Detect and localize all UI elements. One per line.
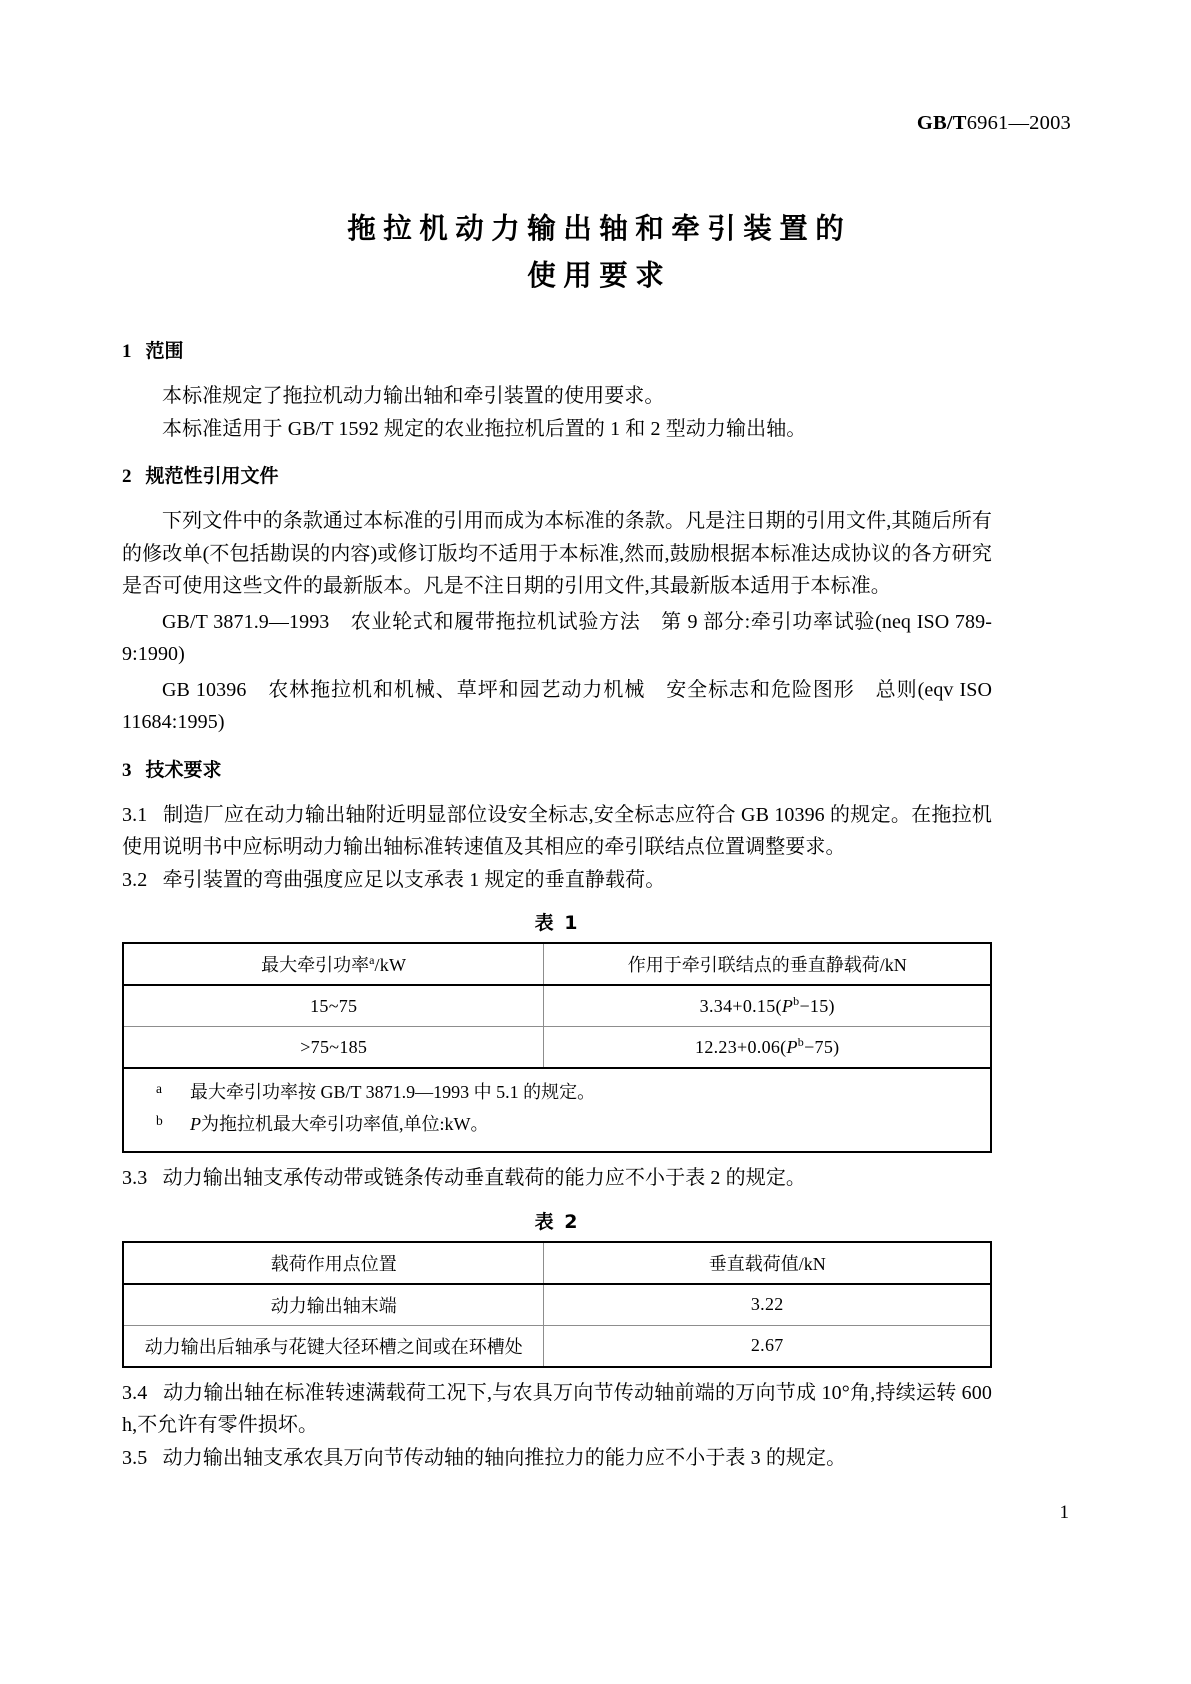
table-row <box>123 985 991 1027</box>
table-1-note-a <box>124 1077 990 1109</box>
table-2-header-position: 载荷作用点位置 <box>123 1242 544 1284</box>
page-number: 1 <box>1059 1502 1069 1523</box>
table-1-header-col1-main: 最大牵引功率 <box>261 955 370 975</box>
clause-3-3-text: 动力输出轴支承传动带或链条传动垂直载荷的能力应不小于表 2 的规定。 <box>162 1167 807 1189</box>
clause-3-5-number: 3.5 <box>122 1446 148 1469</box>
table-1-header-col1-unit: /kW <box>374 955 407 975</box>
table-row <box>123 1027 991 1069</box>
table-2-header-load-value: 垂直载荷值/kN <box>544 1242 991 1284</box>
standard-number: 6961—2003 <box>966 112 1071 134</box>
title-line-1: 拖拉机动力输出轴和牵引装置的 <box>347 212 852 245</box>
page-title <box>0 205 1191 299</box>
table-2 <box>122 1241 992 1368</box>
table-2-row-2-position: 动力输出后轴承与花键大径环槽之间或在环槽处 <box>123 1325 544 1367</box>
table-2-header-row <box>123 1242 991 1284</box>
section-heading-3 <box>122 755 992 786</box>
clause-3-4-number: 3.4 <box>122 1381 148 1404</box>
clause-3-2 <box>122 864 992 897</box>
table-2-caption: 表 2 <box>534 1210 580 1233</box>
table-1-notes <box>124 1069 990 1151</box>
table-1-header-footnote-mark: a <box>369 953 375 967</box>
table-1-caption: 表 1 <box>534 912 580 934</box>
section-1-number: 1 <box>122 341 132 362</box>
page-header <box>122 112 1071 135</box>
section-heading-2 <box>122 461 992 492</box>
table-1-row-1-load-post: −15) <box>799 995 835 1016</box>
title-line-2: 使用要求 <box>527 259 672 292</box>
standard-prefix: GB/T <box>916 112 967 134</box>
table-1-row-1-power: 15~75 <box>123 985 544 1027</box>
table-2-row-1-position: 动力输出轴末端 <box>123 1284 544 1326</box>
section-2-title: 规范性引用文件 <box>145 465 279 487</box>
clause-3-1 <box>122 799 992 864</box>
section-2-number: 2 <box>122 466 132 487</box>
table-1-header-row <box>123 943 991 985</box>
table-1-row-1-load-pre: 3.34+0.15( <box>699 995 782 1016</box>
table-1-row-2-power: >75~185 <box>123 1027 544 1069</box>
table-row <box>123 1284 991 1326</box>
clause-3-2-number: 3.2 <box>122 868 148 891</box>
table-1-row-1-load <box>544 985 991 1027</box>
table-1-header-max-power <box>123 943 544 985</box>
table-1-row-2-load-sup: b <box>797 1034 805 1049</box>
table-1-row-2-load <box>544 1027 991 1069</box>
table-1-note-a-text: 最大牵引功率按 GB/T 3871.9—1993 中 5.1 的规定。 <box>190 1082 596 1102</box>
table-2-row-1-value: 3.22 <box>544 1284 991 1326</box>
clause-3-3 <box>122 1162 992 1195</box>
table-1-notes-cell <box>123 1068 991 1152</box>
section-3-number: 3 <box>122 759 132 781</box>
table-1-row-2-load-post: −75) <box>804 1036 840 1057</box>
table-1-row-1-load-var: P <box>781 995 794 1016</box>
table-1-header-vertical-load: 作用于牵引联结点的垂直静载荷/kN <box>544 943 991 985</box>
clause-3-5 <box>122 1442 992 1475</box>
document-content <box>122 336 992 1474</box>
normative-reference-1: GB/T 3871.9—1993 农业轮式和履带拖拉机试验方法 第 9 部分:牵引功率试验(neq ISO 789-9:1990) <box>122 610 992 665</box>
clause-3-3-number: 3.3 <box>122 1167 148 1189</box>
table-1-note-b-variable: P <box>190 1114 201 1134</box>
clause-3-2-text: 牵引装置的弯曲强度应足以支承表 1 规定的垂直静载荷。 <box>162 868 666 891</box>
section-3-title: 技术要求 <box>145 758 222 781</box>
table-1-note-b <box>124 1109 990 1141</box>
table-1-note-b-text: 为拖拉机最大牵引功率值,单位:kW。 <box>201 1114 489 1134</box>
table-2-row-2-value: 2.67 <box>544 1325 991 1367</box>
table-1-row-2-load-var: P <box>786 1036 798 1057</box>
section-1-paragraph-2: 本标准适用于 GB/T 1592 规定的农业拖拉机后置的 1 和 2 型动力输出轴。 <box>162 417 807 440</box>
table-1 <box>122 942 992 1153</box>
section-2-paragraph-1: 下列文件中的条款通过本标准的引用而成为本标准的条款。凡是注日期的引用文件,其随后所有的修改单(不包括勘误的内容)或修订版均不适用于本标准,然而,鼓励根据本标准达成协议的各方研究是否可使用这些文件的最新版本。凡是不注日期的引用文件,其最新版本适用于本标准。 <box>122 510 992 597</box>
clause-3-4 <box>122 1377 992 1442</box>
clause-3-5-text: 动力输出轴支承农具万向节传动轴的轴向推拉力的能力应不小于表 3 的规定。 <box>162 1446 847 1469</box>
table-1-row-1-load-sup: b <box>793 993 800 1008</box>
clause-3-1-number: 3.1 <box>122 803 148 826</box>
table-1-row-2-load-pre: 12.23+0.06( <box>695 1036 787 1057</box>
table-1-note-b-mark: b <box>156 1113 163 1128</box>
clause-3-4-text: 动力输出轴在标准转速满载荷工况下,与农具万向节传动轴前端的万向节成 10°角,持续运转 600 h,不允许有零件损坏。 <box>122 1381 992 1436</box>
section-1-title: 范围 <box>145 340 184 362</box>
clause-3-1-text: 制造厂应在动力输出轴附近明显部位设安全标志,安全标志应符合 GB 10396 的规定。在拖拉机使用说明书中应标明动力输出轴标准转速值及其相应的牵引联结点位置调整要求。 <box>122 803 992 858</box>
normative-reference-2: GB 10396 农林拖拉机和机械、草坪和园艺动力机械 安全标志和危险图形 总则(eqv ISO 11684:1995) <box>122 678 992 733</box>
table-1-notes-row <box>123 1068 991 1152</box>
section-1-paragraph-1: 本标准规定了拖拉机动力输出轴和牵引装置的使用要求。 <box>162 385 665 407</box>
table-row <box>123 1325 991 1367</box>
table-1-note-a-mark: a <box>156 1081 162 1096</box>
section-heading-1 <box>122 336 992 367</box>
